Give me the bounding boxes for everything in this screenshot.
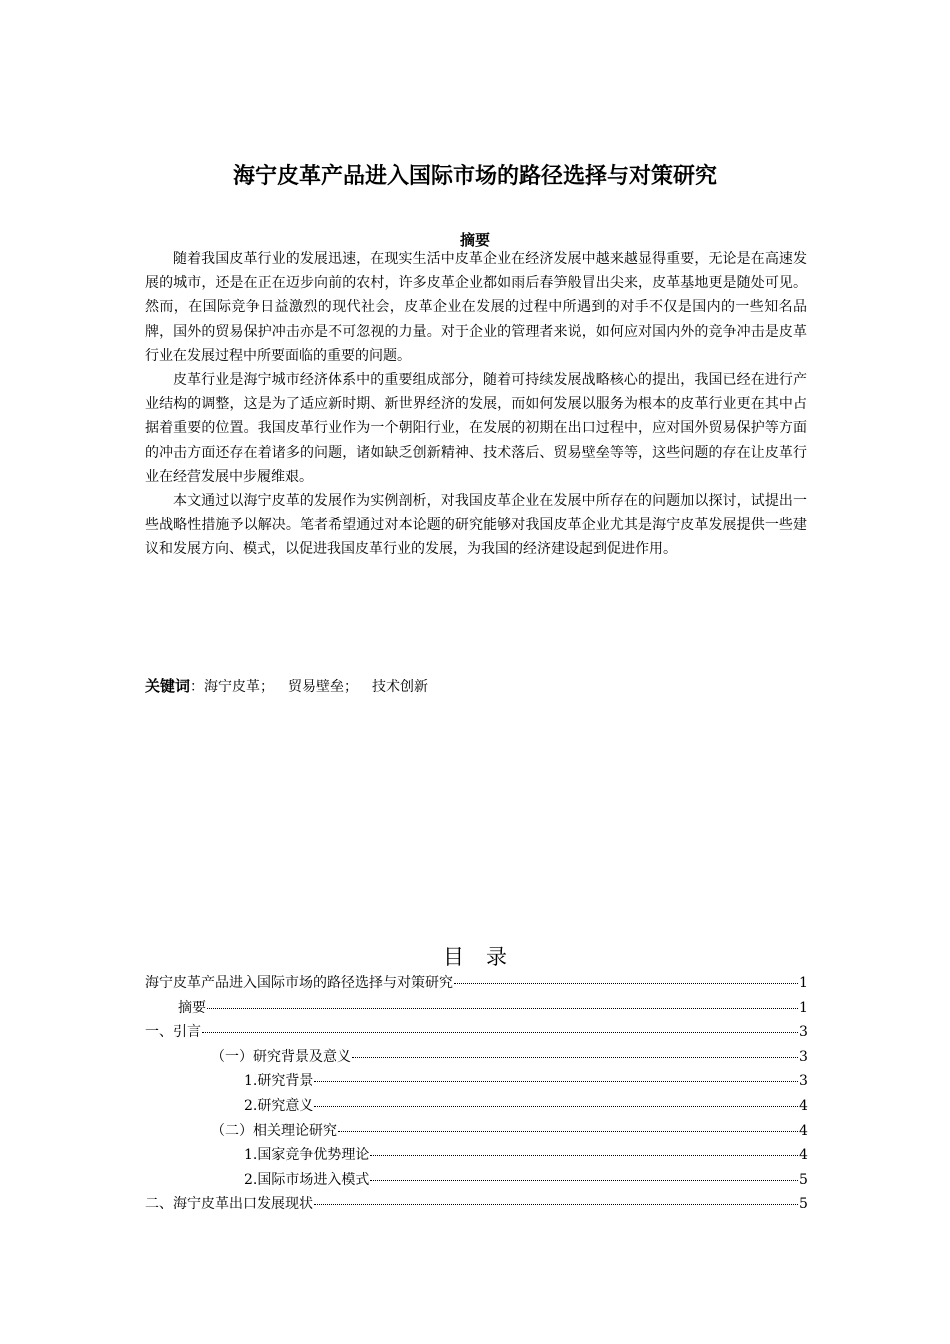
toc-page-number: 4 [799, 1122, 808, 1139]
toc-page-number: 1 [799, 999, 808, 1016]
toc-leader-dots [314, 1090, 798, 1107]
toc-leader-dots [370, 1139, 798, 1156]
toc-page-number: 3 [799, 1024, 808, 1041]
toc-page-number: 3 [799, 1048, 808, 1065]
toc-page-number: 4 [799, 1097, 808, 1114]
toc-leader-dots [352, 1041, 798, 1058]
abstract-heading: 摘要 [459, 231, 490, 249]
toc-heading: 目录 [443, 945, 529, 969]
abstract-body [145, 247, 807, 562]
toc-page-number: 5 [799, 1196, 808, 1213]
toc-entry-title: 1.研究背景 [244, 1073, 314, 1090]
toc-entry-title: （一）研究背景及意义 [211, 1048, 351, 1065]
keywords-line [145, 674, 807, 699]
toc-page-number: 3 [799, 1073, 808, 1090]
toc-leader-dots [314, 1188, 798, 1205]
toc-entry-title: 二、海宁皮革出口发展现状 [145, 1196, 313, 1213]
toc-leader-dots [202, 1016, 798, 1033]
toc-entry-title: （二）相关理论研究 [211, 1122, 337, 1139]
toc-leader-dots [338, 1115, 798, 1132]
keyword: 技术创新 [372, 679, 429, 695]
keyword: 贸易壁垒； [288, 679, 359, 695]
abstract-paragraph: 随着我国皮革行业的发展迅速，在现实生活中皮革企业在经济发展中越来越显得重要，无论是在高速发展的城市，还是在正在迈步向前的农村，许多皮革企业都如雨后春笋般冒出尖来，皮革基地更是随处可见。然而，在国际竞争日益激烈的现代社会，皮革企业在发展的过程中所遇到的对手不仅是国内的一些知名品牌，国外的贸易保护冲击亦是不可忽视的力量。对于企业的管理者来说，如何应对国内外的竞争冲击是皮革行业在发展过程中所要面临的重要的问题。 [145, 251, 807, 364]
toc-entry[interactable] [145, 1191, 807, 1216]
toc-page-number: 1 [799, 975, 808, 991]
toc-entry-title: 摘要 [178, 999, 206, 1016]
toc-entry-title: 1.国家竞争优势理论 [244, 1147, 370, 1164]
abstract-paragraph: 本文通过以海宁皮革的发展作为实例剖析，对我国皮革企业在发展中所存在的问题加以探讨，试提出一些战略性措施予以解决。笔者希望通过对本论题的研究能够对我国皮革企业尤其是海宁皮革发展提供一些建议和发展方向、模式，以促进我国皮革行业的发展，为我国的经济建设起到促进作用。 [145, 493, 807, 558]
toc-entry-title: 2.国际市场进入模式 [244, 1171, 370, 1188]
toc-leader-dots [207, 992, 798, 1009]
toc-leader-dots [314, 1065, 798, 1082]
document-title: 海宁皮革产品进入国际市场的路径选择与对策研究 [232, 164, 717, 189]
keyword: 海宁皮革； [204, 679, 275, 695]
table-of-contents [145, 970, 807, 1216]
toc-entry-title: 一、引言 [145, 1024, 201, 1041]
toc-leader-dots [370, 1164, 798, 1181]
toc-entry-title: 2.研究意义 [244, 1097, 314, 1114]
toc-entry-title: 海宁皮革产品进入国际市场的路径选择与对策研究 [145, 975, 453, 991]
keywords-label: 关键词 [145, 677, 191, 695]
keywords-separator: ： [190, 679, 205, 695]
toc-page-number: 4 [799, 1147, 808, 1164]
abstract-paragraph: 皮革行业是海宁城市经济体系中的重要组成部分，随着可持续发展战略核心的提出，我国已经在进行产业结构的调整，这是为了适应新时期、新世界经济的发展，而如何发展以服务为根本的皮革行业更在其中占据着重要的位置。我国皮革行业作为一个朝阳行业，在发展的初期在出口过程中，应对国外贸易保护等方面的冲击方面还存在着诸多的问题，诸如缺乏创新精神、技术落后、贸易壁垒等等，这些问题的存在让皮革行业在经营发展中步履维艰。 [145, 372, 807, 485]
toc-leader-dots [454, 967, 798, 984]
toc-page-number: 5 [799, 1171, 808, 1188]
